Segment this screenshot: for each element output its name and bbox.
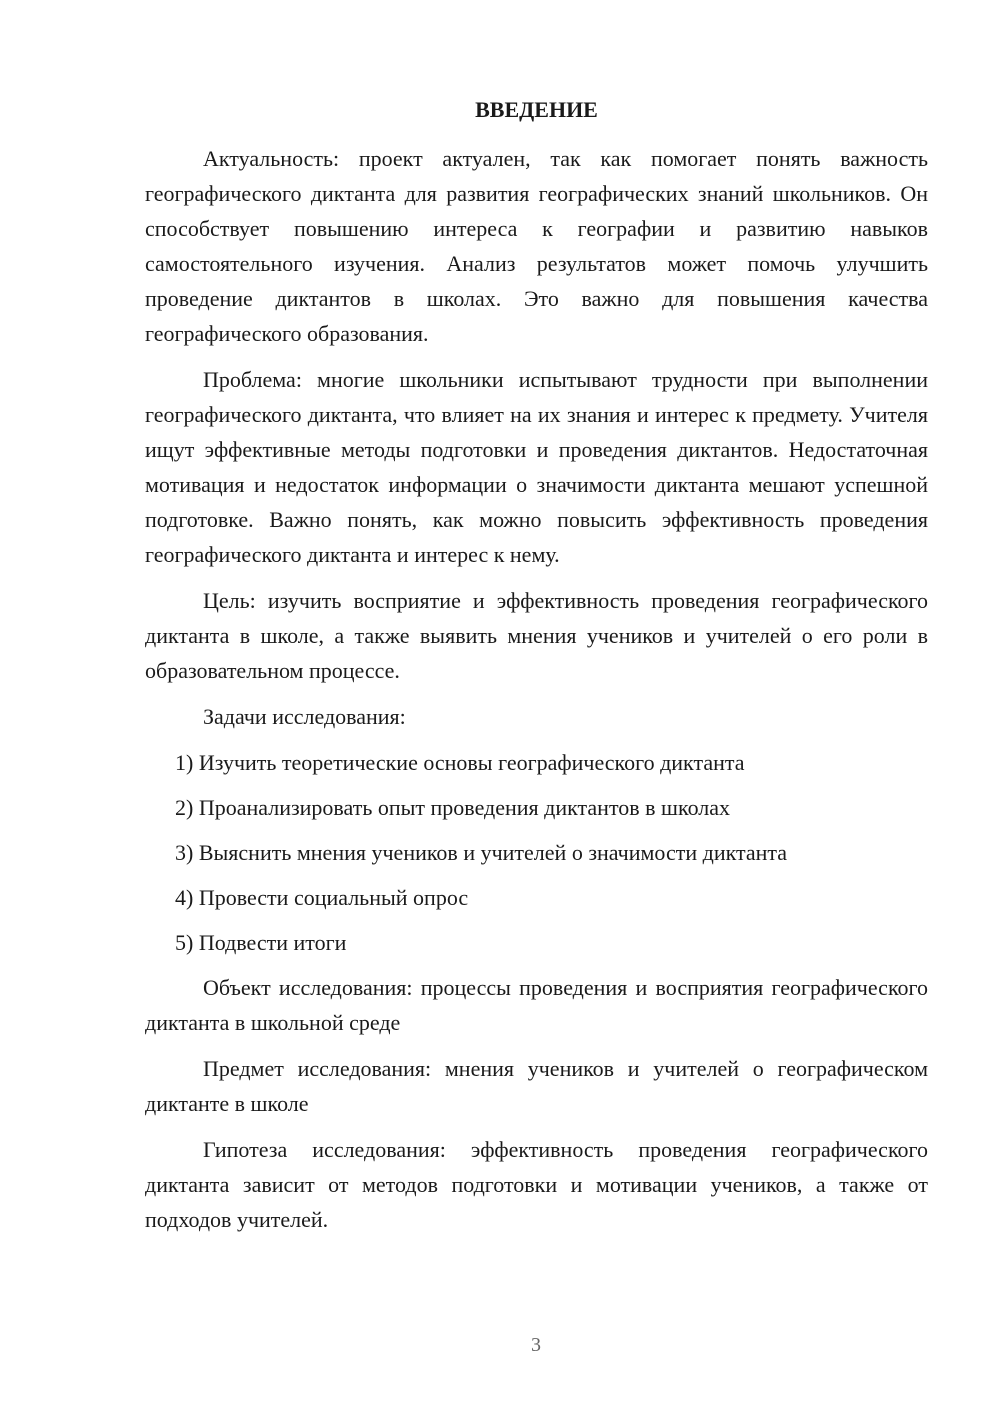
page-number: 3 bbox=[531, 1334, 541, 1356]
document-page bbox=[145, 95, 928, 1248]
goal-paragraph: Цель: изучить восприятие и эффективность проведения географического диктанта в школе, а также выявить мнения учеников и учителей о его роли в образовательном процессе. bbox=[145, 588, 928, 683]
page-title: ВВЕДЕНИЕ bbox=[475, 97, 598, 122]
subject-paragraph: Предмет исследования: мнения учеников и учителей о географическом диктанте в школе bbox=[145, 1056, 928, 1116]
task-item: 5) Подвести итоги bbox=[175, 930, 347, 955]
task-item: 4) Провести социальный опрос bbox=[175, 885, 469, 910]
problem-paragraph: Проблема: многие школьники испытывают трудности при выполнении географического диктанта, что влияет на их знания и интерес к предмету. Учителя ищут эффективные методы подготовки и проведения диктантов. Недостаточная мотивация и недостаток информации о значимости диктанта мешают успешной подготовке. Важно понять, как можно повысить эффективность проведения географического диктанта и интерес к нему. bbox=[145, 367, 928, 567]
task-item: 1) Изучить теоретические основы географического диктанта bbox=[175, 750, 745, 775]
hypothesis-paragraph: Гипотеза исследования: эффективность проведения географического диктанта зависит от методов подготовки и мотивации учеников, а также от подходов учителей. bbox=[145, 1137, 928, 1232]
task-item: 2) Проанализировать опыт проведения диктантов в школах bbox=[175, 795, 731, 820]
tasks-heading: Задачи исследования: bbox=[203, 704, 406, 729]
object-paragraph: Объект исследования: процессы проведения и восприятия географического диктанта в школьной среде bbox=[145, 975, 928, 1035]
tasks-list bbox=[145, 745, 928, 960]
task-item: 3) Выяснить мнения учеников и учителей о значимости диктанта bbox=[175, 840, 788, 865]
relevance-paragraph: Актуальность: проект актуален, так как помогает понять важность географического диктанта для развития географических знаний школьников. Он способствует повышению интереса к географии и развитию навыков самостоятельного изучения. Анализ результатов может помочь улучшить проведение диктантов в школах. Это важно для повышения качества географического образования. bbox=[145, 146, 928, 346]
